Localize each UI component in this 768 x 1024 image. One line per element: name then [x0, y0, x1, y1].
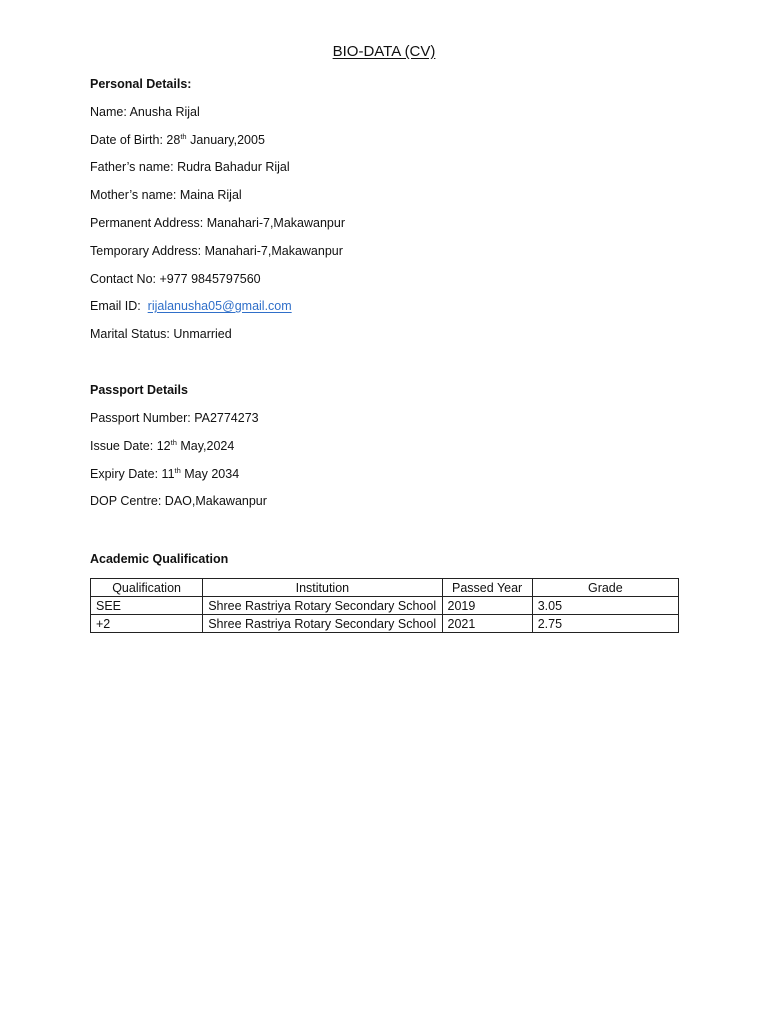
cell-grade: 2.75 [532, 615, 678, 633]
issue-date-ordinal: th [170, 438, 177, 447]
email-line [90, 298, 292, 314]
expiry-date-month-year: May 2034 [180, 467, 240, 481]
issue-date-month-year: May,2024 [176, 439, 235, 453]
mother-name-line: Mother’s name: Maina Rijal [90, 188, 242, 202]
expiry-date-text: Expiry Date: 11 [90, 467, 175, 481]
table-row [91, 597, 679, 615]
cell-qualification: SEE [91, 597, 203, 615]
academic-qualification-table [90, 578, 679, 633]
dop-centre-line: DOP Centre: DAO,Makawanpur [90, 494, 267, 508]
cell-passed-year: 2019 [442, 597, 532, 615]
table-header-row [91, 579, 679, 597]
passport-details-heading: Passport Details [90, 383, 188, 397]
issue-date-line [90, 438, 234, 454]
column-header-passed-year: Passed Year [442, 579, 532, 597]
table-row [91, 615, 679, 633]
academic-qualification-heading: Academic Qualification [90, 552, 229, 566]
contact-line: Contact No: +977 9845797560 [90, 272, 261, 286]
dob-ordinal: th [180, 132, 187, 141]
cell-passed-year: 2021 [442, 615, 532, 633]
expiry-date-line [90, 466, 239, 482]
cell-institution: Shree Rastriya Rotary Secondary School [203, 615, 442, 633]
personal-details-heading: Personal Details: [90, 77, 192, 91]
dob-month-year: January,2005 [186, 133, 265, 147]
permanent-address-line: Permanent Address: Manahari-7,Makawanpur [90, 216, 345, 230]
temporary-address-line: Temporary Address: Manahari-7,Makawanpur [90, 244, 343, 258]
cell-institution: Shree Rastriya Rotary Secondary School [203, 597, 442, 615]
column-header-institution: Institution [203, 579, 442, 597]
name-line: Name: Anusha Rijal [90, 105, 200, 119]
dob-text: Date of Birth: 28 [90, 133, 181, 147]
marital-status-line: Marital Status: Unmarried [90, 327, 232, 341]
cell-grade: 3.05 [532, 597, 678, 615]
father-name-line: Father’s name: Rudra Bahadur Rijal [90, 160, 290, 174]
document-title: BIO-DATA (CV) [332, 43, 436, 60]
email-label: Email ID: [90, 299, 148, 313]
passport-number-line: Passport Number: PA2774273 [90, 411, 259, 425]
dob-line [90, 132, 265, 148]
cell-qualification: +2 [91, 615, 203, 633]
expiry-date-ordinal: th [174, 466, 181, 475]
column-header-grade: Grade [532, 579, 678, 597]
column-header-qualification: Qualification [91, 579, 203, 597]
issue-date-text: Issue Date: 12 [90, 439, 171, 453]
email-link[interactable]: rijalanusha05@gmail.com [147, 299, 292, 313]
